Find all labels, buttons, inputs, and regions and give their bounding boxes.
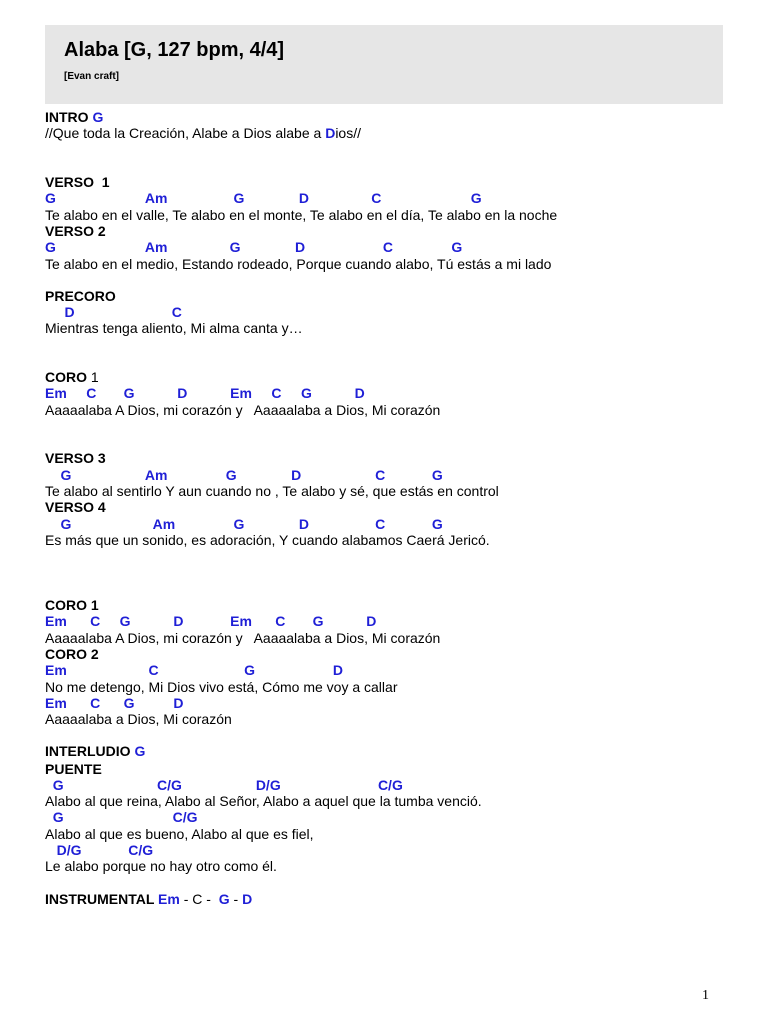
instrumental-sep2: - bbox=[229, 891, 243, 907]
puente-label: PUENTE bbox=[45, 761, 102, 777]
song-header bbox=[45, 25, 723, 104]
coro2-chords: Em C G D bbox=[45, 662, 343, 678]
coro2-chords2: Em C G D bbox=[45, 695, 184, 711]
verso2-chords: G Am G D C G bbox=[45, 239, 463, 255]
coro1a-lyric: Aaaaalaba A Dios, mi corazón y Aaaaalaba a Dios, Mi corazón bbox=[45, 402, 441, 418]
verso3-chords: G Am G D C G bbox=[45, 467, 443, 483]
coro1a-heading bbox=[45, 369, 99, 385]
song-title: Alaba [G, 127 bpm, 4/4] bbox=[64, 39, 285, 61]
puente-chords3: D/G C/G bbox=[45, 842, 154, 858]
verso4-label: VERSO 4 bbox=[45, 499, 106, 515]
intro-lyric-pre: //Que toda la Creación, Alabe a Dios alabe a bbox=[45, 125, 326, 141]
puente-lyric2: Alabo al que es bueno, Alabo al que es fiel, bbox=[45, 826, 314, 842]
coro1a-label: CORO bbox=[45, 369, 87, 385]
instrumental-sep1: - C - bbox=[179, 891, 219, 907]
instrumental-chord-g: G bbox=[218, 891, 230, 907]
coro2-lyric2: Aaaaalaba a Dios, Mi corazón bbox=[45, 711, 232, 727]
verso3-label: VERSO 3 bbox=[45, 450, 106, 466]
intro-chord: G bbox=[92, 109, 104, 125]
interludio-label: INTERLUDIO bbox=[45, 743, 131, 759]
interludio-chord: G bbox=[134, 743, 146, 759]
verso2-label: VERSO 2 bbox=[45, 223, 106, 239]
verso2-lyric: Te alabo en el medio, Estando rodeado, Porque cuando alabo, Tú estás a mi lado bbox=[45, 256, 552, 272]
precoro-label: PRECORO bbox=[45, 288, 116, 304]
verso1-label: VERSO 1 bbox=[45, 174, 110, 190]
verso1-chords: G Am G D C G bbox=[45, 190, 482, 206]
interludio-heading bbox=[45, 743, 145, 759]
instrumental-chord-d: D bbox=[242, 891, 253, 907]
intro-lyric-post: ios// bbox=[335, 125, 361, 141]
intro-lyric-chord: D bbox=[325, 125, 336, 141]
coro1b-chords: Em C G D Em C G D bbox=[45, 613, 377, 629]
intro-heading bbox=[45, 109, 103, 125]
intro-label: INTRO bbox=[45, 109, 89, 125]
verso3-lyric: Te alabo al sentirlo Y aun cuando no , Te alabo y sé, que estás en control bbox=[45, 483, 499, 499]
coro1a-label-suffix: 1 bbox=[87, 369, 99, 385]
precoro-lyric: Mientras tenga aliento, Mi alma canta y… bbox=[45, 320, 303, 336]
coro2-lyric1: No me detengo, Mi Dios vivo está, Cómo me voy a callar bbox=[45, 679, 398, 695]
coro1a-chords: Em C G D Em C G D bbox=[45, 385, 365, 401]
instrumental-chord-em: Em bbox=[158, 891, 180, 907]
verso4-lyric: Es más que un sonido, es adoración, Y cuando alabamos Caerá Jericó. bbox=[45, 532, 490, 548]
coro1b-label: CORO 1 bbox=[45, 597, 99, 613]
verso4-chords: G Am G D C G bbox=[45, 516, 443, 532]
puente-chords2: G C/G bbox=[45, 809, 198, 825]
puente-lyric3: Le alabo porque no hay otro como él. bbox=[45, 858, 277, 874]
coro2-label: CORO 2 bbox=[45, 646, 99, 662]
puente-chords1: G C/G D/G C/G bbox=[45, 777, 403, 793]
coro1b-lyric: Aaaaalaba A Dios, mi corazón y Aaaaalaba a Dios, Mi corazón bbox=[45, 630, 441, 646]
instrumental-label: INSTRUMENTAL bbox=[45, 891, 155, 907]
intro-lyric bbox=[45, 125, 361, 141]
song-artist: [Evan craft] bbox=[64, 71, 120, 82]
verso1-lyric: Te alabo en el valle, Te alabo en el monte, Te alabo en el día, Te alabo en la noche bbox=[45, 207, 558, 223]
instrumental-line bbox=[45, 891, 252, 907]
precoro-chords: D C bbox=[45, 304, 182, 320]
puente-lyric1: Alabo al que reina, Alabo al Señor, Alabo a aquel que la tumba venció. bbox=[45, 793, 482, 809]
page-number: 1 bbox=[702, 988, 709, 1003]
